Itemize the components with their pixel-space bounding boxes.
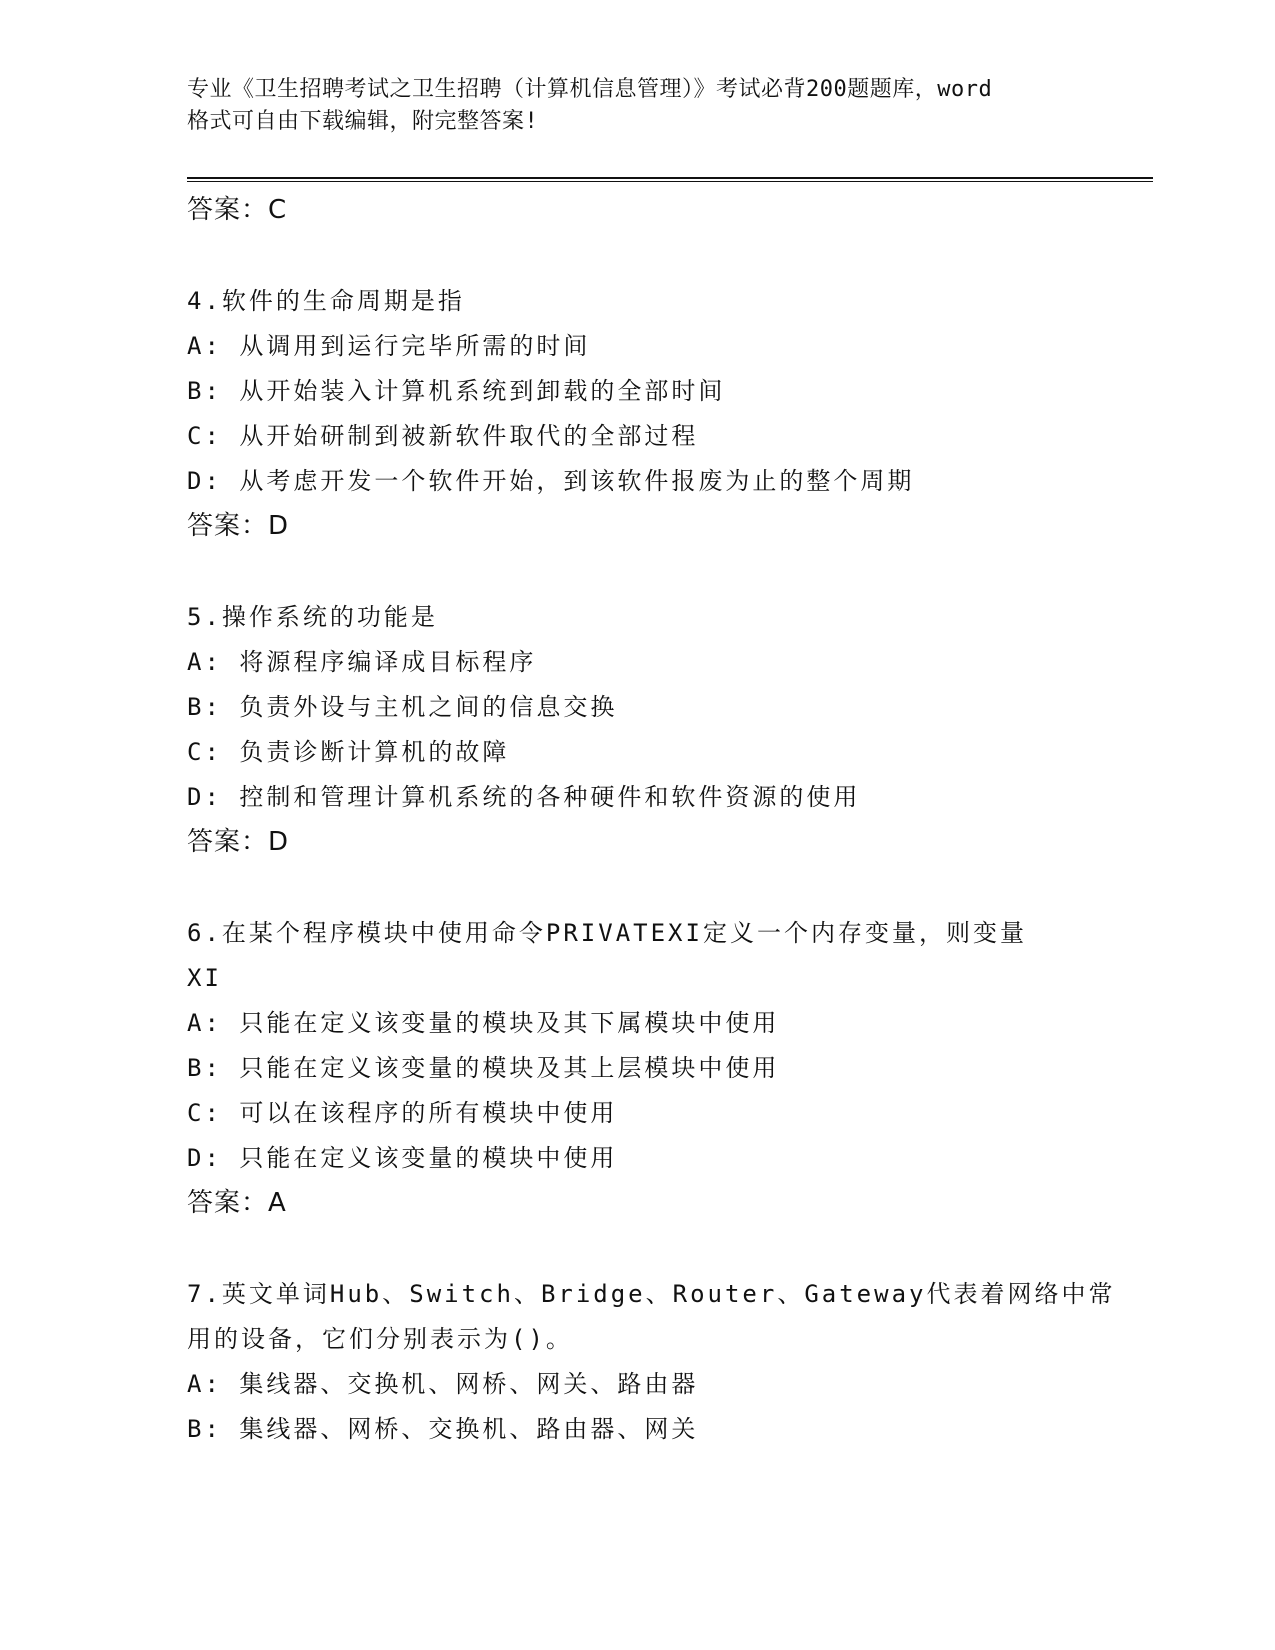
option-a: A: 只能在定义该变量的模块及其下属模块中使用 [187, 1009, 780, 1037]
question-block [187, 1272, 1116, 1452]
document-body [187, 188, 1116, 1452]
option-a: A: 集线器、交换机、网桥、网关、路由器 [187, 1370, 699, 1398]
option-b: B: 负责外设与主机之间的信息交换 [187, 693, 618, 721]
question-stem: 5.操作系统的功能是 [187, 603, 438, 631]
answer-line: 答案：D [187, 511, 290, 541]
answer-line: 答案：D [187, 827, 290, 857]
spacer [187, 1226, 1087, 1272]
answer-line: 答案：C [187, 195, 288, 225]
option-c: C: 从开始研制到被新软件取代的全部过程 [187, 422, 699, 450]
question-stem: 4.软件的生命周期是指 [187, 287, 465, 315]
option-a: A: 从调用到运行完毕所需的时间 [187, 332, 591, 360]
option-d: D: 从考虑开发一个软件开始，到该软件报废为止的整个周期 [187, 467, 915, 495]
header-title-line-2: 格式可自由下载编辑，附完整答案! [187, 109, 539, 134]
question-block [187, 911, 1087, 1226]
document-header [187, 74, 1087, 138]
question-stem: 7.英文单词Hub、Switch、Bridge、Router、Gateway代表着网络中常 [187, 1280, 1116, 1308]
option-b: B: 集线器、网桥、交换机、路由器、网关 [187, 1415, 699, 1443]
header-title-line-1: 专业《卫生招聘考试之卫生招聘（计算机信息管理）》考试必背200题题库，word [187, 77, 993, 102]
header-divider [187, 177, 1153, 182]
option-c: C: 负责诊断计算机的故障 [187, 738, 510, 766]
option-b: B: 只能在定义该变量的模块及其上层模块中使用 [187, 1054, 780, 1082]
option-b: B: 从开始装入计算机系统到卸载的全部时间 [187, 377, 726, 405]
question-block [187, 279, 1087, 549]
answer-line: 答案：A [187, 1188, 287, 1218]
question-block [187, 595, 1087, 865]
question-stem: 6.在某个程序模块中使用命令PRIVATEXI定义一个内存变量，则变量 [187, 919, 1027, 947]
spacer [187, 549, 1087, 595]
spacer [187, 865, 1087, 911]
option-a: A: 将源程序编译成目标程序 [187, 648, 537, 676]
option-d: D: 只能在定义该变量的模块中使用 [187, 1144, 618, 1172]
option-d: D: 控制和管理计算机系统的各种硬件和软件资源的使用 [187, 783, 861, 811]
spacer [187, 233, 1087, 279]
question-stem-continued: XI [187, 964, 222, 992]
option-c: C: 可以在该程序的所有模块中使用 [187, 1099, 618, 1127]
question-stem-continued: 用的设备，它们分别表示为()。 [187, 1325, 573, 1353]
